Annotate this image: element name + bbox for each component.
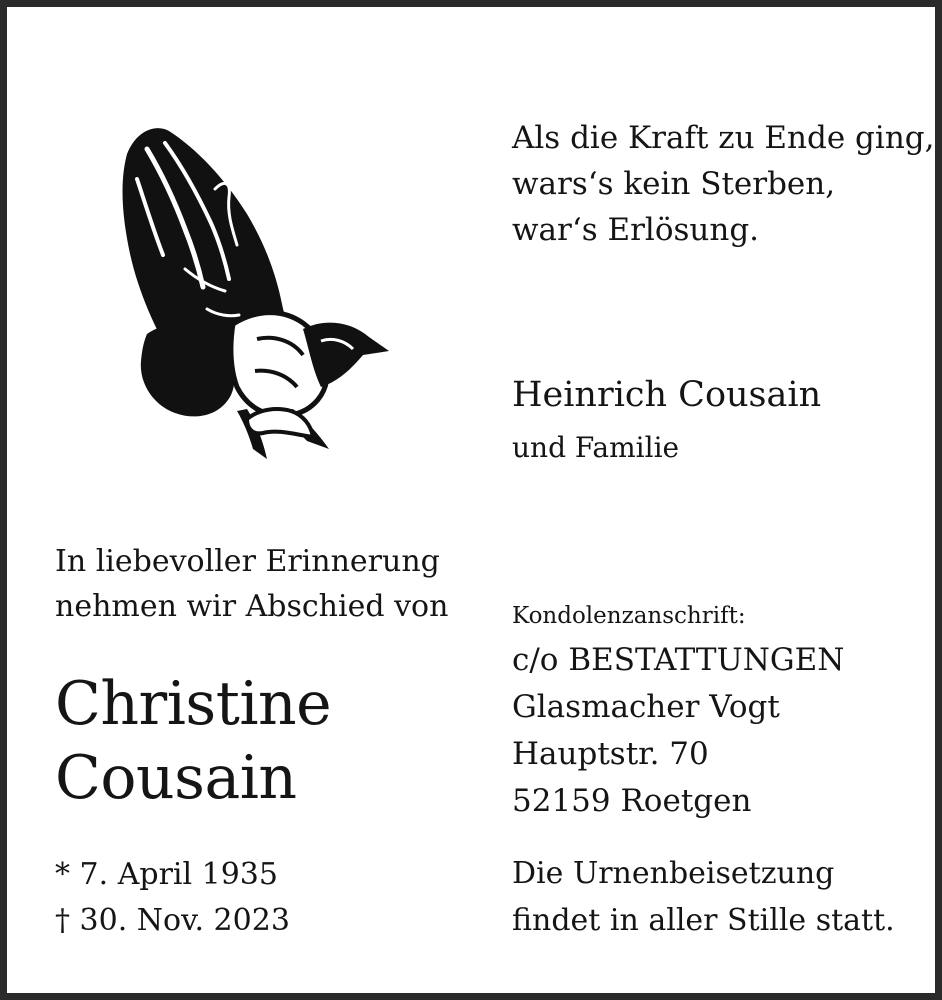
deceased-last-name: Cousain	[55, 743, 297, 813]
burial-note	[512, 850, 895, 944]
note-line: Die Urnenbeisetzung	[512, 856, 835, 891]
praying-hands-icon	[107, 119, 397, 464]
intro-text	[55, 539, 448, 629]
signer-name: Heinrich Cousain	[512, 375, 822, 415]
poem-line: wars‘s kein Sterben,	[512, 166, 836, 202]
intro-line: nehmen wir Abschied von	[55, 589, 449, 624]
note-line: findet in aller Stille statt.	[512, 903, 895, 938]
death-date: † 30. Nov. 2023	[55, 903, 290, 938]
poem-line: Als die Kraft zu Ende ging,	[512, 120, 935, 156]
address-line: Hauptstr. 70	[512, 736, 709, 772]
intro-line: In liebevoller Erinnerung	[55, 544, 440, 579]
poem-line: war‘s Erlösung.	[512, 212, 760, 248]
address-line: c/o BESTATTUNGEN	[512, 642, 845, 678]
condolence-address	[512, 637, 844, 825]
birth-date: * 7. April 1935	[55, 857, 278, 892]
address-line: Glasmacher Vogt	[512, 689, 780, 725]
signer-family: und Familie	[512, 431, 680, 464]
address-line: 52159 Roetgen	[512, 783, 752, 819]
life-dates	[55, 852, 290, 944]
deceased-name	[55, 667, 331, 815]
deceased-first-name: Christine	[55, 669, 332, 739]
condolence-label: Kondolenzanschrift:	[512, 603, 746, 629]
poem-text	[512, 115, 934, 253]
